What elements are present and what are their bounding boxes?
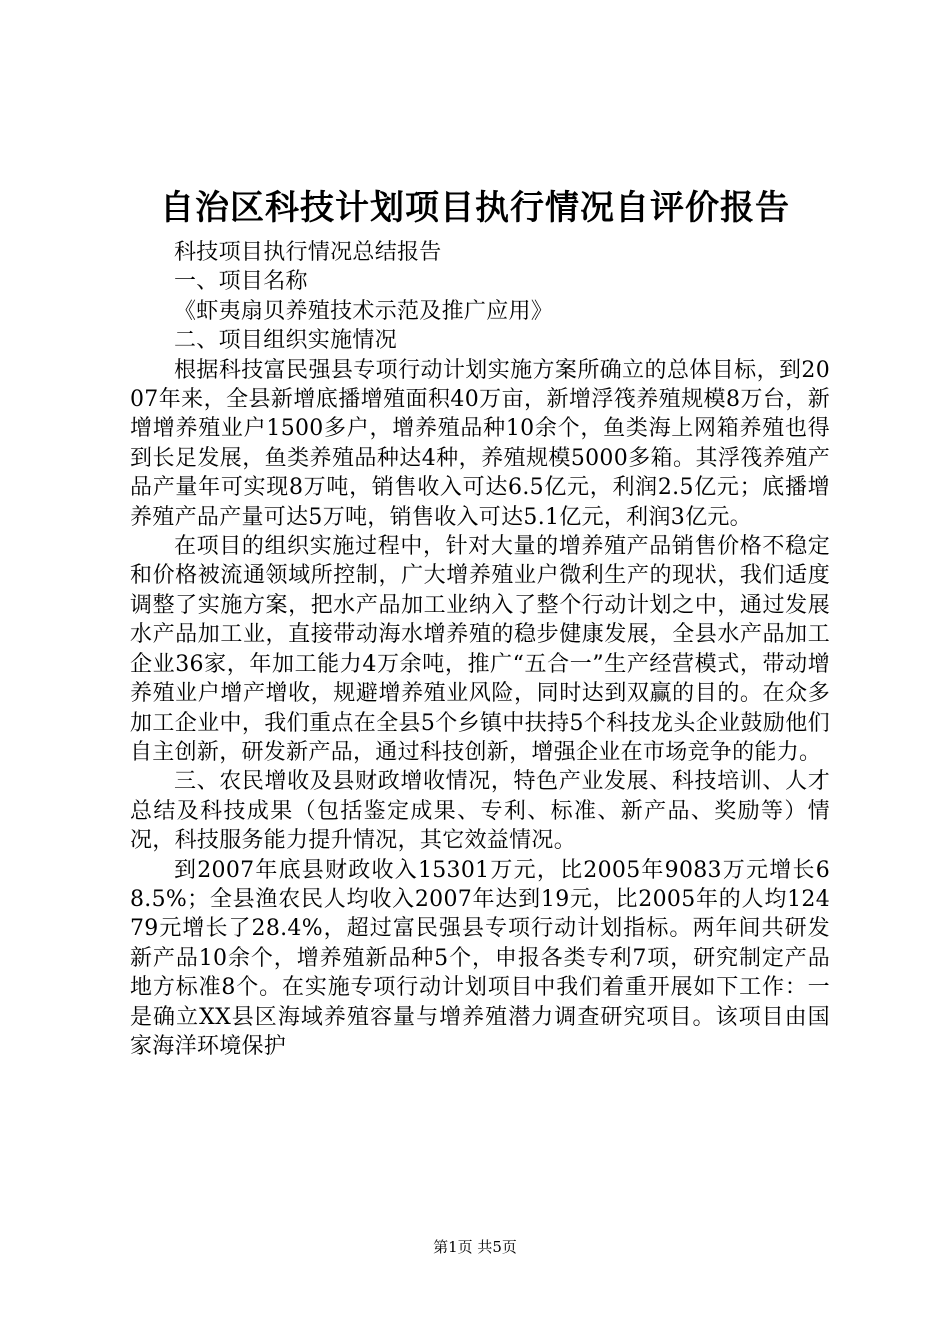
report-subtitle: 科技项目执行情况总结报告 [174, 240, 442, 265]
page-number: 第1页 共5页 [433, 1238, 517, 1256]
paragraph-income-results: 到2007年底县财政收入15301万元，比2005年9083万元增长68.5%；全县渔农民人均收入2007年达到19元，比2005年的人均12479元增长了28.4%，超过富民强县专项行动计划指标。两年间共研发新产品10余个，增养殖新品种5个，申报各类专利7项，研究制定产品地方标准8个。在实施专项行动计划项目中我们着重开展如下工作：一是确立XX县区海域养殖容量与增养殖潜力调查研究项目。该项目由国家海洋环境保护 [130, 857, 830, 1059]
section-heading-income: 三、农民增收及县财政增收情况，特色产业发展、科技培训、人才总结及科技成果（包括鉴定成果、专利、标准、新产品、奖励等）情况，科技服务能力提升情况，其它效益情况。 [130, 769, 830, 854]
section-heading-implementation: 二、项目组织实施情况 [174, 328, 398, 354]
paragraph-implementation-process: 在项目的组织实施过程中，针对大量的增养殖产品销售价格不稳定和价格被流通领域所控制，广大增养殖业户微利生产的现状，我们适度调整了实施方案，把水产品加工业纳入了整个行动计划之中，通过发展水产品加工业，直接带动海水增养殖的稳步健康发展，全县水产品加工企业36家，年加工能力4万余吨，推广“五合一”生产经营模式，带动增养殖业户增产增收，规避增养殖业风险，同时达到双赢的目的。在众多加工企业中，我们重点在全县5个乡镇中扶持5个科技龙头企业鼓励他们自主创新，研发新产品，通过科技创新，增强企业在市场竞争的能力。 [130, 534, 830, 765]
project-name: 《虾夷扇贝养殖技术示范及推广应用》 [174, 298, 554, 324]
document-body [130, 238, 830, 1061]
paragraph-goals: 根据科技富民强县专项行动计划实施方案所确立的总体目标，到2007年来，全县新增底播增殖面积40万亩，新增浮筏养殖规模8万台，新增增养殖业户1500多户，增养殖品种10余个，鱼类海上网箱养殖也得到长足发展，鱼类养殖品种达4种，养殖规模5000多箱。其浮筏养殖产品产量年可实现8万吨，销售收入可达6.5亿元，利润2.5亿元；底播增养殖产品产量可达5万吨，销售收入可达5.1亿元，利润3亿元。 [130, 357, 830, 530]
document-title: 自治区科技计划项目执行情况自评价报告 [160, 188, 790, 228]
section-heading-project-name: 一、项目名称 [174, 269, 308, 295]
